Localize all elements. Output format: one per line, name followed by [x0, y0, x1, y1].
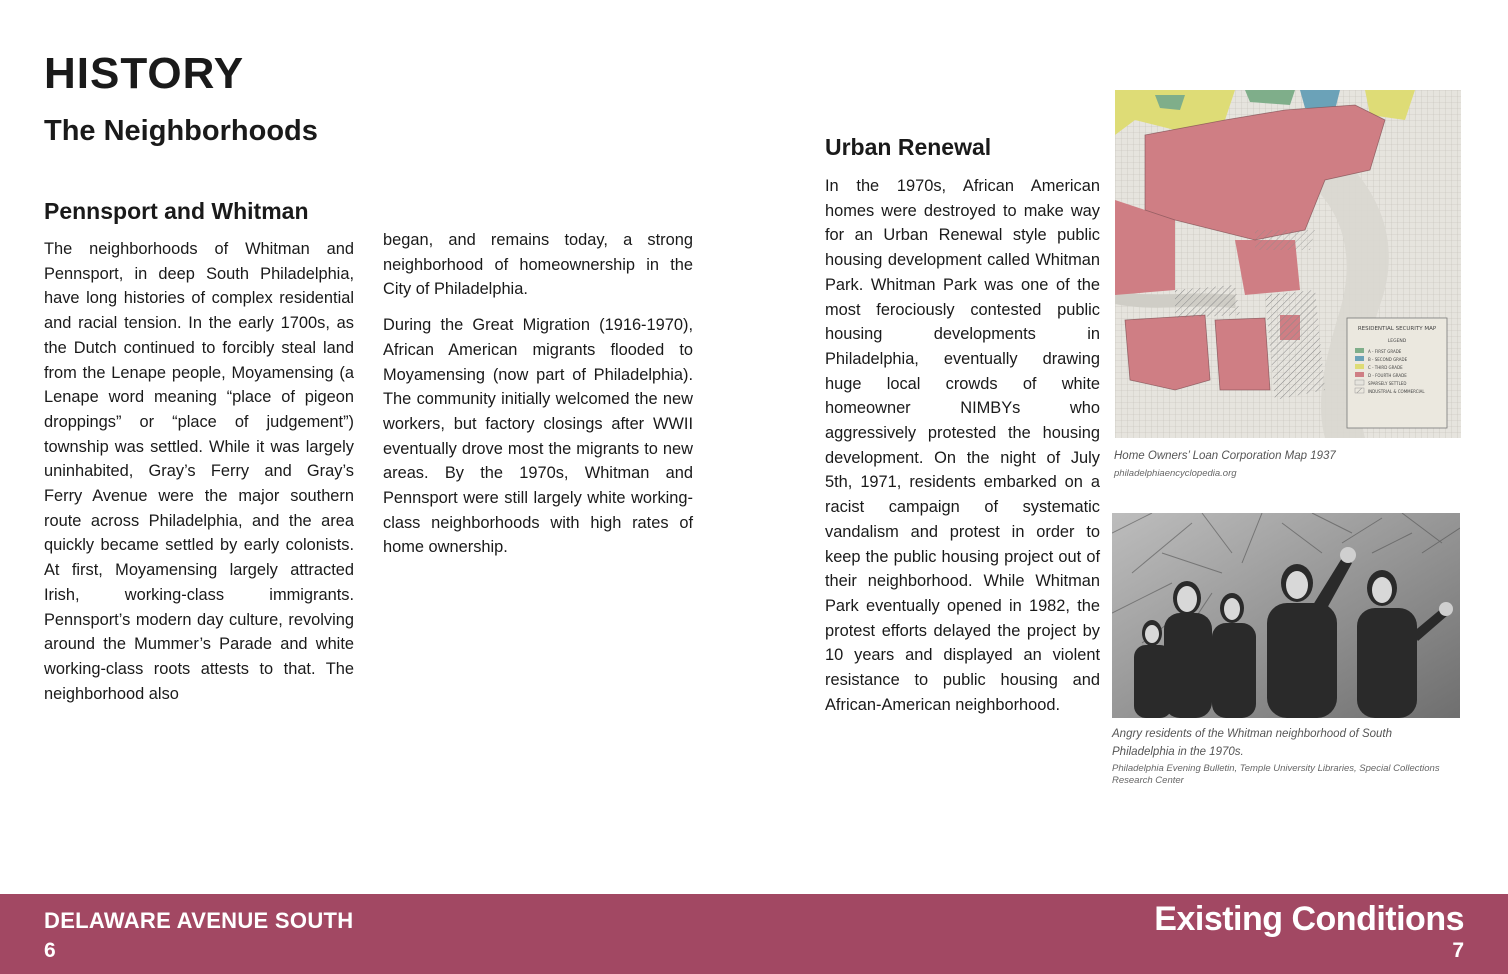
legend-subtitle: LEGEND	[1387, 339, 1407, 344]
legend-item-c: C - THIRD GRADE	[1368, 365, 1403, 370]
section-heading-pennsport: Pennsport and Whitman	[44, 198, 309, 224]
map-caption: Home Owners’ Loan Corporation Map 1937	[1114, 450, 1336, 462]
section-heading-urban-renewal: Urban Renewal	[825, 134, 992, 160]
legend-item-industrial: INDUSTRIAL & COMMERCIAL	[1368, 389, 1425, 394]
footer-page-number-right: 7	[1452, 939, 1464, 962]
protest-photo-graphic	[1112, 513, 1460, 718]
map-legend	[1347, 318, 1447, 428]
paragraph-great-migration: During the Great Migration (1916-1970), African American migrants flooded to Moyamensing (now part of Philadelphia). The community initially welcomed the new workers, but factory closings after WWII eventually drove most the migrants to new areas. By the 1970s, Whitman and Pennsport were still largely white working-class neighborhoods with high rates of home ownership.	[383, 316, 693, 557]
photo-caption: Angry residents of the Whitman neighborhood of South Philadelphia in the 1970s.	[1112, 728, 1393, 758]
text-column-3	[825, 174, 1100, 717]
holc-map-graphic	[1115, 90, 1461, 438]
protest-photo-image	[1112, 513, 1460, 718]
photo-source: Philadelphia Evening Bulletin, Temple University Libraries, Special Collections Research Center	[1112, 763, 1440, 786]
footer-page-number-left: 6	[44, 939, 56, 962]
text-column-2	[383, 228, 693, 560]
legend-item-b: B - SECOND GRADE	[1368, 357, 1408, 362]
text-column-1	[44, 237, 354, 706]
holc-map-image	[1115, 90, 1461, 438]
legend-item-d: D - FOURTH GRADE	[1368, 373, 1407, 378]
page-subtitle: The Neighborhoods	[44, 115, 318, 147]
paragraph-pennsport-2: began, and remains today, a strong neighborhood of homeownership in the City of Philadelphia.	[383, 231, 693, 299]
map-source: philadelphiaencyclopedia.org	[1114, 468, 1237, 479]
legend-title: RESIDENTIAL SECURITY MAP	[1357, 326, 1437, 332]
footer-document-title: DELAWARE AVENUE SOUTH	[44, 908, 354, 933]
page-title: HISTORY	[44, 49, 245, 98]
paragraph-urban-renewal: In the 1970s, African American homes were destroyed to make way for an Urban Renewal style public housing development called Whitman Park. Whitman Park was one of the most ferociously contested public housing developments in Philadelphia, eventually drawing huge local crowds of white homeowner NIMBYs who aggressively protested the housing development. On the night of July 5th, 1971, residents embarked on a racist campaign of systematic vandalism and protest in order to keep the public housing project out of their neighborhood. While Whitman Park eventually opened in 1982, the protest efforts delayed the project by 10 years and displayed an violent resistance to public housing and African-American neighborhood.	[825, 177, 1100, 714]
footer-section-title: Existing Conditions	[1154, 900, 1464, 938]
legend-item-a: A - FIRST GRADE	[1368, 349, 1402, 354]
legend-item-sparse: SPARSELY SETTLED	[1368, 381, 1407, 386]
paragraph-pennsport-1: The neighborhoods of Whitman and Pennsport, in deep South Philadelphia, have long histories of complex residential and racial tension. In the early 1700s, as the Dutch continued to forcibly steal land from the Lenape people, Moyamensing (a Lenape word meaning “place of pigeon droppings” or “place of judgement”) township was settled. While it was largely uninhabited, Gray’s Ferry and Gray’s Ferry Avenue were the major southern route across Philadelphia, and the area quickly became settled by early colonists. At first, Moyamensing largely attracted Irish, working-class immigrants. Pennsport’s modern day culture, revolving around the Mummer’s Parade and white working-class roots attests to that. The neighborhood also	[44, 240, 354, 703]
